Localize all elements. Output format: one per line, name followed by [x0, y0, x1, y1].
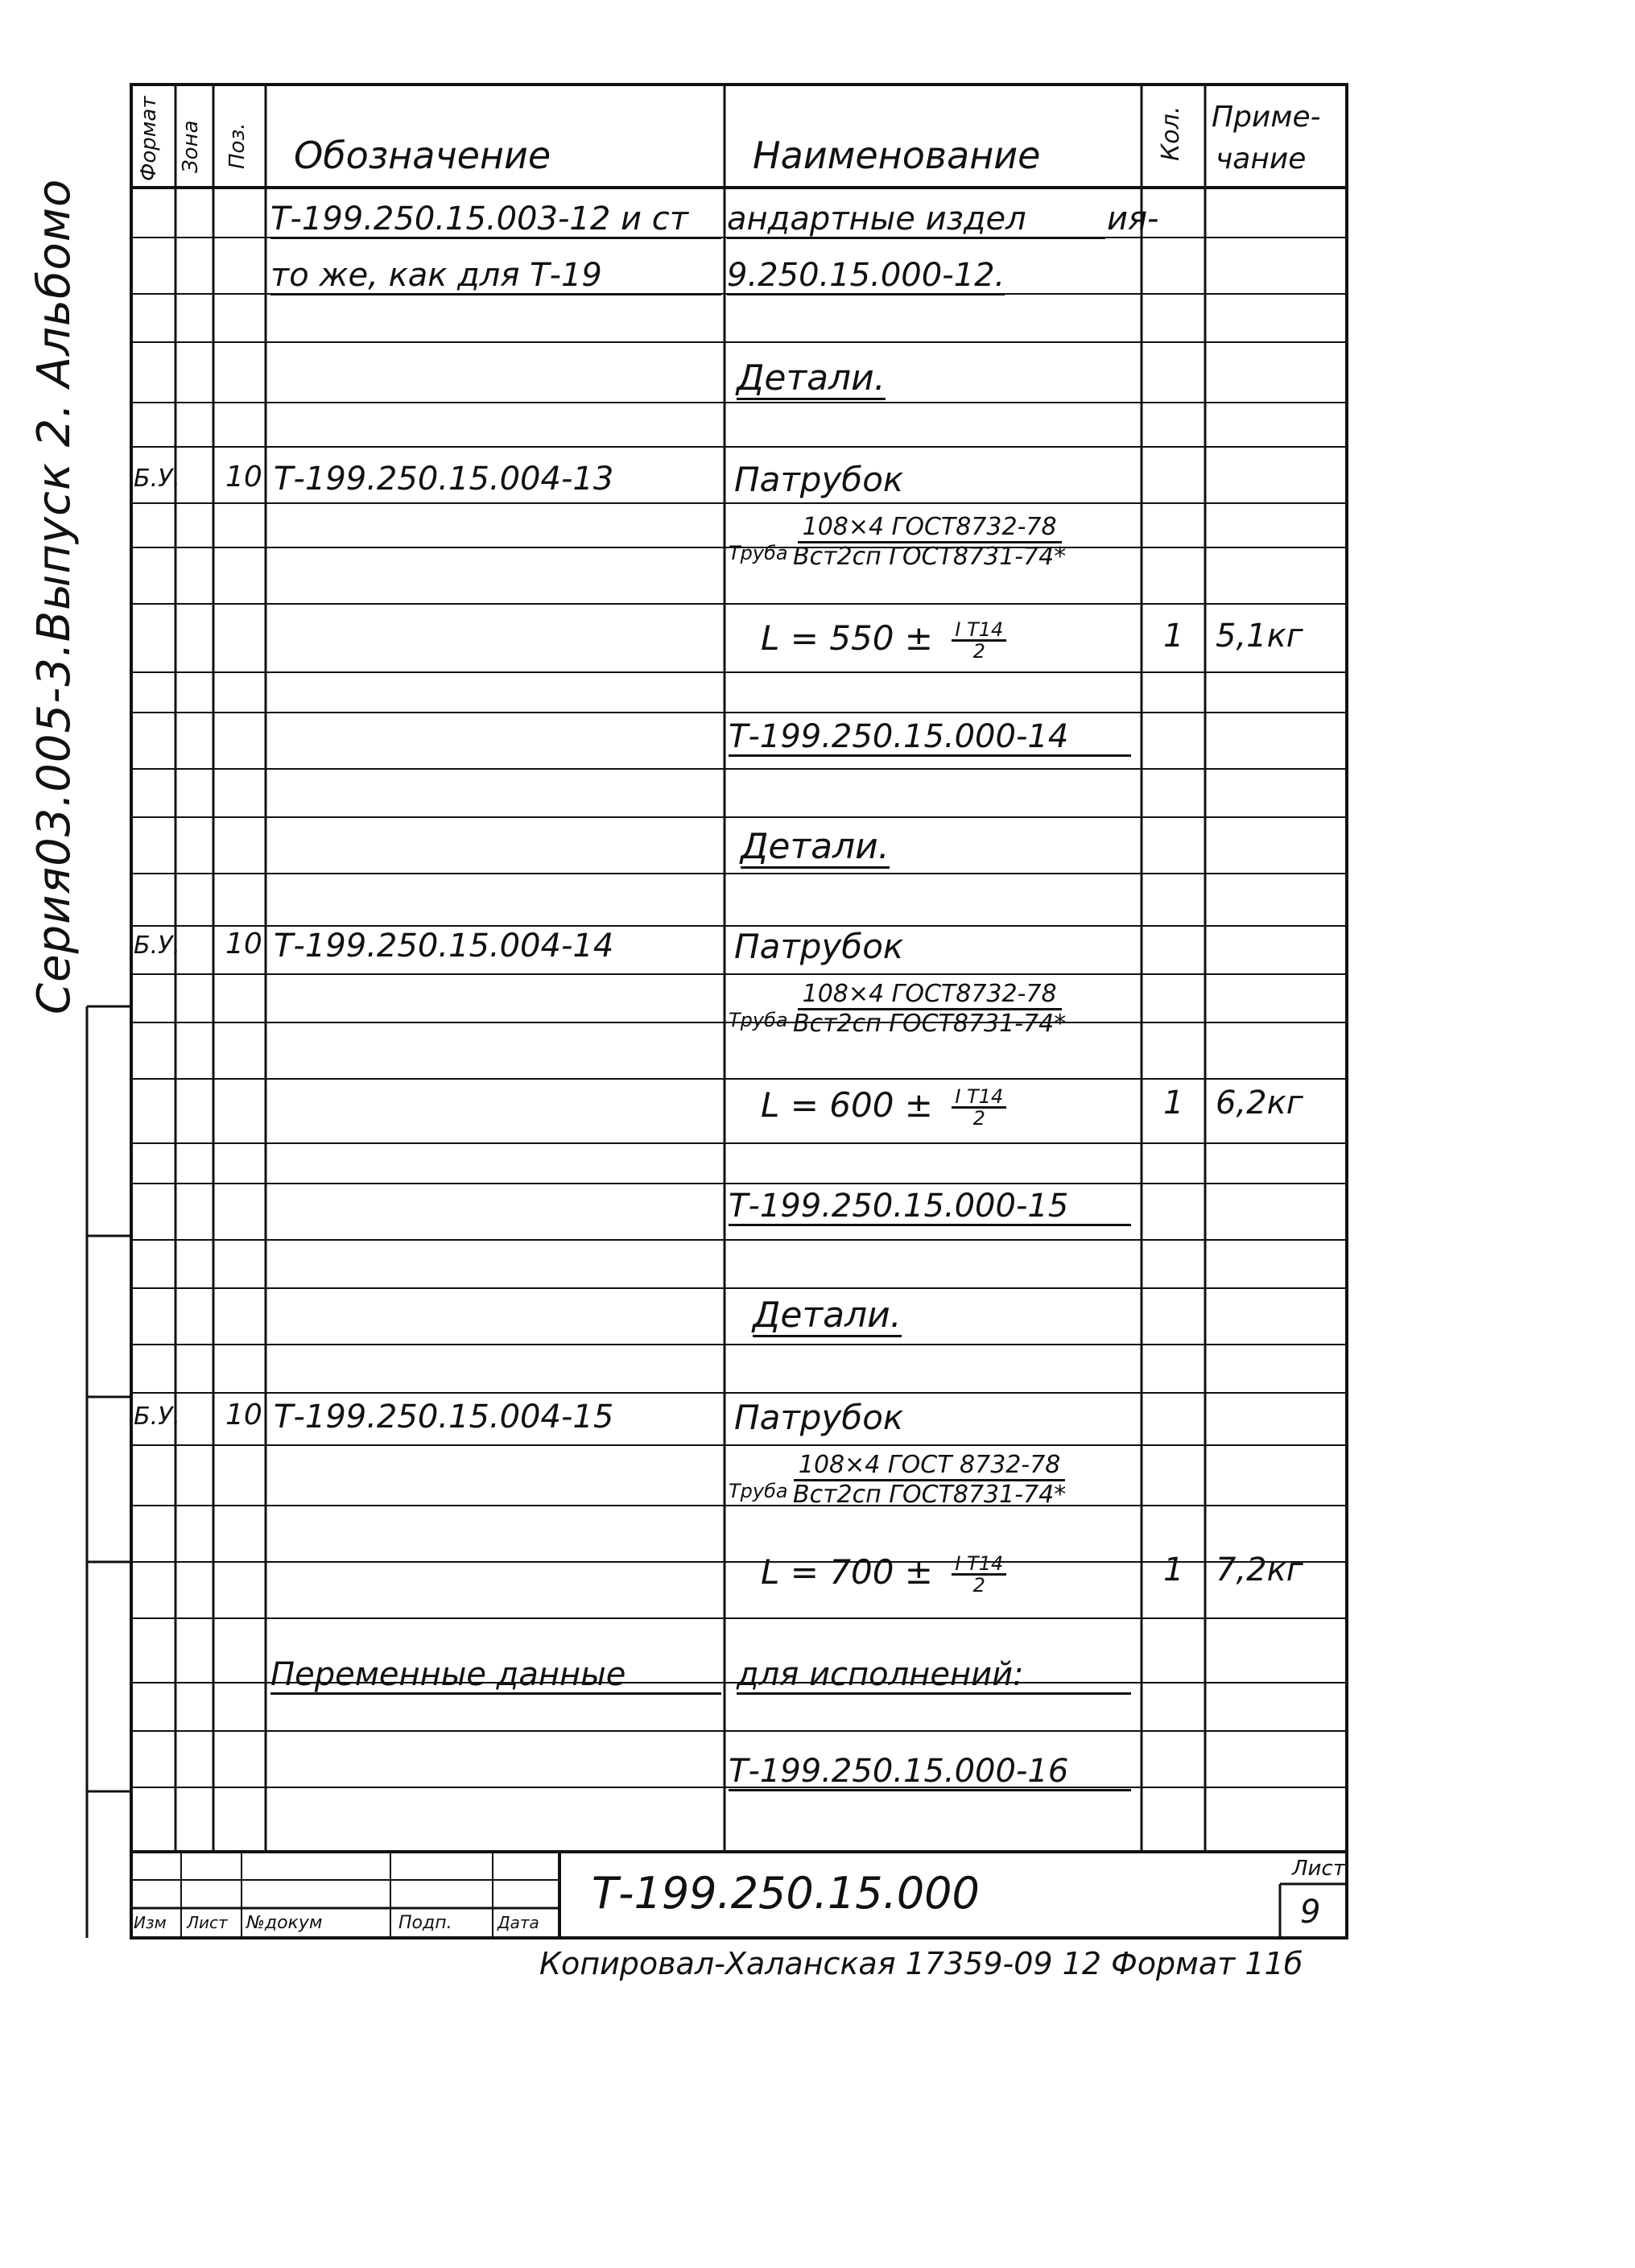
section1-title: Детали. — [737, 357, 886, 399]
variable-data-label: Переменные данные — [270, 1659, 721, 1695]
part2-pos: 10 — [225, 927, 262, 960]
part1-name: Патрубок — [734, 460, 904, 499]
part1-designation: Т-199.250.15.004-13 — [274, 461, 614, 498]
tb-list: Лист — [187, 1913, 228, 1932]
part3-length-value: L = 700 ± — [761, 1552, 933, 1592]
row1-name: андартные издел — [727, 203, 1105, 239]
part3-format: Б.У. — [134, 1403, 180, 1431]
part3-designation: Т-199.250.15.004-15 — [274, 1398, 614, 1436]
part2-pipe-spec — [793, 982, 1066, 1036]
part2-length — [761, 1087, 1006, 1128]
section3-title: Детали. — [753, 1295, 902, 1336]
part3-tol-num: I T14 — [952, 1554, 1006, 1576]
part1-qty: 1 — [1163, 618, 1184, 655]
row1-designation: Т-199.250.15.003-12 и ст — [270, 203, 721, 239]
row2-name: 9.250.15.000-12. — [727, 257, 1005, 294]
copy-footer: Копировал-Халанская 17359-09 12 Формат 11б — [539, 1946, 1303, 1981]
tb-podp: Подп. — [398, 1913, 452, 1933]
variant2-designation: Т-199.250.15.000-15 — [729, 1190, 1131, 1226]
part1-tol-num: I T14 — [952, 620, 1006, 642]
part1-pipe-label: Труба — [729, 542, 788, 564]
part1-pipe-den: Вст2сп ГОСТ8731-74* — [793, 543, 1067, 571]
header-designation: Обозначение — [294, 134, 551, 177]
part3-mass: 7,2кг — [1216, 1551, 1303, 1588]
part2-length-value: L = 600 ± — [761, 1085, 933, 1125]
part3-pipe-den: Вст2сп ГОСТ8731-74* — [793, 1481, 1067, 1509]
section2-title: Детали. — [741, 826, 890, 867]
part3-pos: 10 — [225, 1398, 262, 1431]
tb-data: Дата — [498, 1913, 539, 1932]
part3-name: Патрубок — [734, 1398, 904, 1437]
header-zone: Зона — [179, 120, 203, 173]
part3-qty: 1 — [1163, 1551, 1184, 1588]
header-name: Наименование — [753, 134, 1041, 177]
variants-label: для исполнений: — [737, 1659, 1131, 1695]
part2-pipe-num: 108×4 ГОСТ8732-78 — [798, 982, 1062, 1010]
variant1-designation: Т-199.250.15.000-14 — [729, 721, 1131, 757]
part2-format: Б.У. — [134, 932, 180, 960]
part3-tolerance — [952, 1554, 1006, 1595]
part1-format: Б.У. — [134, 465, 180, 493]
part3-pipe-spec — [793, 1453, 1066, 1507]
part3-pipe-num: 108×4 ГОСТ 8732-78 — [794, 1453, 1066, 1481]
part1-pipe-num: 108×4 ГОСТ8732-78 — [798, 515, 1062, 543]
variant3-designation: Т-199.250.15.000-16 — [729, 1755, 1131, 1791]
header-pos: Поз. — [225, 122, 250, 169]
header-format: Формат — [137, 96, 161, 181]
sheet-number: 9 — [1300, 1894, 1321, 1931]
part3-length — [761, 1554, 1006, 1595]
tb-izm: Изм — [134, 1913, 167, 1932]
part1-pos: 10 — [225, 461, 262, 494]
part2-tolerance — [952, 1087, 1006, 1128]
part1-pipe-spec — [793, 515, 1066, 569]
part2-designation: Т-199.250.15.004-14 — [274, 927, 614, 965]
part3-pipe-label: Труба — [729, 1480, 788, 1502]
part2-name: Патрубок — [734, 927, 904, 966]
part1-length — [761, 620, 1006, 661]
part2-pipe-label: Труба — [729, 1009, 788, 1031]
tb-ndoc: №докум — [246, 1913, 323, 1933]
part2-tol-num: I T14 — [952, 1087, 1006, 1109]
row2-designation: то же, как для Т-19 — [270, 259, 721, 295]
part2-mass: 6,2кг — [1216, 1084, 1303, 1122]
row1-tail: ия- — [1107, 200, 1159, 238]
document-number: Т-199.250.15.000 — [592, 1868, 980, 1919]
part1-length-value: L = 550 ± — [761, 618, 933, 658]
part2-qty: 1 — [1163, 1084, 1184, 1122]
part3-tol-den: 2 — [972, 1574, 985, 1597]
part1-mass: 5,1кг — [1216, 618, 1303, 655]
part2-pipe-den: Вст2сп ГОСТ8731-74* — [793, 1010, 1067, 1038]
part1-tol-den: 2 — [972, 640, 985, 663]
series-side-note: Серия03.005-3.Выпуск 2. Альбомo — [28, 178, 81, 1014]
sheet-label: Лист — [1292, 1857, 1345, 1881]
part1-tolerance — [952, 620, 1006, 661]
header-qty: Кол. — [1157, 105, 1185, 161]
header-note-line1: Приме- — [1212, 101, 1321, 134]
part2-tol-den: 2 — [972, 1107, 985, 1130]
header-note-line2: чание — [1216, 143, 1307, 176]
